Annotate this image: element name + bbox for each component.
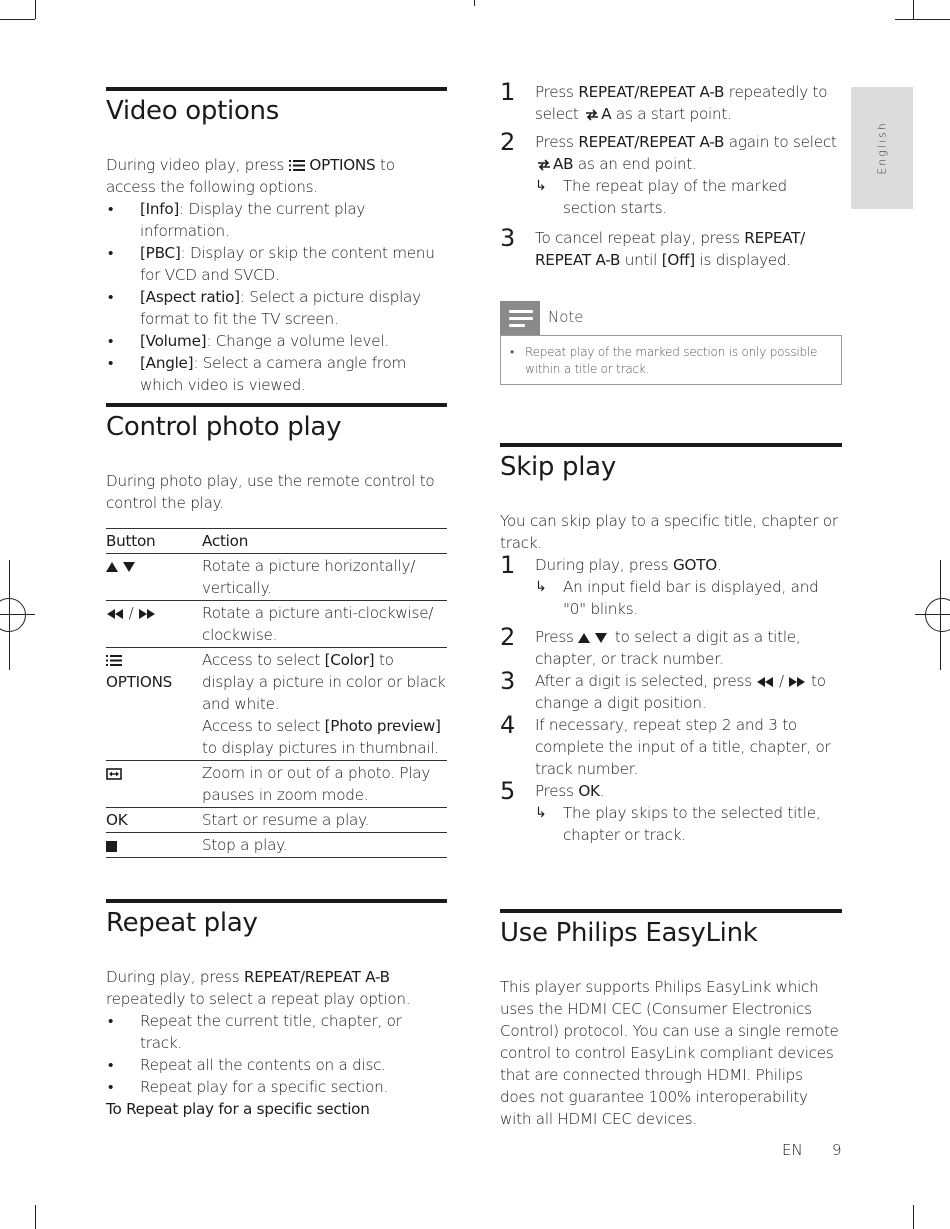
language-tab-label: English	[875, 121, 889, 175]
repeat-subheading: To Repeat play for a specific section	[106, 1100, 370, 1118]
rewind-icon	[756, 676, 774, 688]
language-tab	[851, 87, 913, 209]
right-column	[500, 0, 842, 1128]
step-result: ↳ An input field bar is displayed, and "0" blinks.	[535, 578, 819, 618]
list-item: • Repeat play for a specific section.	[106, 1076, 447, 1098]
photo-control-table	[106, 528, 447, 858]
table-row: Rotate a picture horizontally/ vertically.	[106, 554, 447, 601]
step: 1 During play, press GOTO. ↳ An input field bar is displayed, and "0" blinks.	[500, 554, 842, 620]
result-arrow-icon: ↳	[535, 805, 547, 821]
section-rule	[106, 403, 447, 407]
crop-mark	[895, 19, 950, 20]
section-title: Control photo play	[106, 412, 342, 442]
repeat-icon	[535, 159, 553, 171]
footer-lang: EN	[782, 1141, 803, 1159]
step: 2 Press to select a digit as a title, chapter, or track number.	[500, 623, 801, 668]
easylink-text: This player supports Philips EasyLink which uses the HDMI CEC (Consumer Electronics Control) protocol. You can use a single remote control to control EasyLink compliant devices that are connected through HDMI. Philips does not guarantee 100% interoperability with all HDMI CEC devices.	[500, 978, 839, 1128]
section-title: Repeat play	[106, 908, 258, 938]
list-item: • [Volume]: Change a volume level.	[106, 330, 447, 352]
repeat-play-intro: During play, press REPEAT/REPEAT A-B repeatedly to select a repeat play option.	[106, 968, 411, 1008]
step: 1 Press REPEAT/REPEAT A-B repeatedly to select A as a start point.	[500, 78, 828, 123]
section-title: Video options	[106, 96, 279, 126]
list-item: • [Aspect ratio]: Select a picture display format to fit the TV screen.	[106, 286, 447, 330]
step-result: ↳ The repeat play of the marked section starts.	[535, 177, 787, 217]
zoom-icon	[106, 768, 122, 780]
up-down-arrows-icon	[106, 561, 138, 573]
options-icon	[289, 159, 305, 172]
list-item: • Repeat the current title, chapter, or track.	[106, 1010, 447, 1054]
crop-mark	[474, 0, 475, 6]
crop-mark	[913, 0, 914, 19]
list-item: • Repeat all the contents on a disc.	[106, 1054, 447, 1076]
list-item: • [Angle]: Select a camera angle from which video is viewed.	[106, 352, 447, 396]
step-result: ↳ The play skips to the selected title, chapter or track.	[535, 804, 821, 844]
section-title: Skip play	[500, 452, 616, 482]
repeat-play-section	[106, 899, 447, 1120]
crop-mark	[35, 1205, 36, 1229]
note-icon	[500, 301, 540, 335]
fast-forward-icon	[138, 608, 156, 620]
skip-play-intro: You can skip play to a specific title, chapter or track.	[500, 512, 838, 552]
table-row: / Rotate a picture anti-clockwise/ clockwise.	[106, 601, 447, 648]
step: 4 If necessary, repeat step 2 and 3 to complete the input of a title, chapter, or track number.	[500, 711, 831, 778]
options-icon	[106, 654, 122, 667]
step: 5 Press OK. ↳ The play skips to the selected title, chapter or track.	[500, 780, 842, 846]
step: 3 To cancel repeat play, press REPEAT/ REPEAT A-B until [Off] is displayed.	[500, 224, 806, 269]
note-box	[500, 301, 842, 385]
result-arrow-icon: ↳	[535, 579, 547, 595]
section-rule	[106, 899, 447, 903]
stop-icon	[106, 840, 118, 852]
crop-mark	[35, 0, 36, 19]
video-options-list	[106, 198, 447, 396]
page-number: 9	[832, 1141, 842, 1159]
video-options-intro: During video play, press OPTIONS to access the following options.	[106, 156, 395, 196]
video-options-section	[106, 87, 447, 396]
registration-mark	[925, 598, 950, 632]
result-arrow-icon: ↳	[535, 178, 547, 194]
repeat-steps	[500, 78, 842, 271]
table-header-row	[106, 529, 447, 554]
fast-forward-icon	[788, 676, 806, 688]
repeat-options-list	[106, 1010, 447, 1098]
skip-play-section	[500, 443, 842, 846]
repeat-icon	[583, 109, 601, 121]
rewind-icon	[106, 608, 124, 620]
photo-play-section	[106, 403, 447, 858]
note-title: Note	[548, 308, 584, 326]
table-header-button: Button	[106, 529, 202, 554]
section-rule	[106, 87, 447, 91]
step: 3 After a digit is selected, press / to change a digit position.	[500, 667, 826, 712]
up-down-arrows-icon	[578, 632, 610, 644]
table-row: Zoom in or out of a photo. Play pauses in zoom mode.	[106, 761, 447, 808]
photo-play-intro: During photo play, use the remote control to control the play.	[106, 472, 435, 512]
section-rule	[500, 909, 842, 913]
easylink-section	[500, 909, 842, 1130]
list-item: • [PBC]: Display or skip the content menu for VCD and SVCD.	[106, 242, 447, 286]
table-row: Stop a play.	[106, 833, 447, 858]
table-row: OK Start or resume a play.	[106, 808, 447, 833]
section-title: Use Philips EasyLink	[500, 918, 758, 948]
registration-mark	[0, 598, 26, 632]
section-rule	[500, 443, 842, 447]
crop-mark	[913, 1205, 914, 1229]
table-header-action: Action	[202, 529, 447, 554]
list-item: • [Info]: Display the current play information.	[106, 198, 447, 242]
table-row: OPTIONS Access to select [Color] to display a picture in color or black and white. Access to select [Photo preview] to display pictures in thumbnail.	[106, 648, 447, 761]
step: 2 Press REPEAT/REPEAT A-B again to select AB as an end point. ↳ The repeat play of the marked section starts.	[500, 131, 842, 219]
crop-mark	[0, 19, 35, 20]
note-text: • Repeat play of the marked section is only possible within a title or track.	[500, 335, 842, 385]
